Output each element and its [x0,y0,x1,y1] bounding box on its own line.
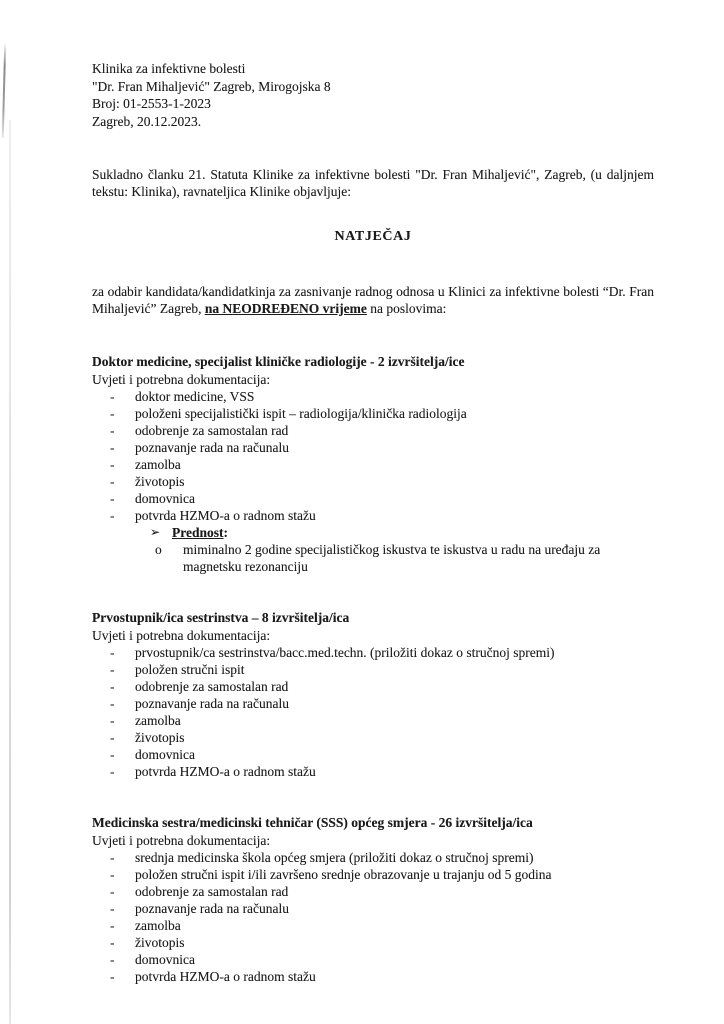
dash-bullet: - [110,389,115,404]
requirements-label: Uvjeti i potrebna dokumentacija: [92,628,271,643]
requirement-text: životopis [135,935,185,950]
scan-artifact-edge-faint [9,120,11,1024]
requirements-label: Uvjeti i potrebna dokumentacija: [92,833,271,848]
requirement-text: odobrenje za samostalan rad [135,679,289,694]
requirement-item [92,712,654,729]
arrow-bullet-icon: ➢ [150,525,161,539]
requirement-text: domovnica [135,491,195,506]
requirement-text: zamolba [135,918,181,933]
requirement-text: životopis [135,730,185,745]
job-section-doktor-medicine [92,353,654,575]
requirement-text: potvrda HZMO-a o radnom stažu [135,764,316,779]
requirement-item [92,490,654,507]
requirements-list [92,644,654,780]
requirement-item [92,866,654,883]
dash-bullet: - [110,679,115,694]
requirement-item [92,388,654,405]
subject-paragraph [92,283,654,317]
requirement-item [92,644,654,661]
letterhead [92,60,654,130]
dash-bullet: - [110,850,115,865]
dash-bullet: - [110,969,115,984]
subject-emphasis-underline: na NEODREĐENO vrijeme [204,301,367,316]
requirement-item [92,746,654,763]
notice-title: NATJEČAJ [334,229,412,244]
requirement-text: životopis [135,474,185,489]
job-title: Medicinska sestra/medicinski tehničar (SSS) općeg smjera - 26 izvršitelja/ica [92,815,533,830]
circle-bullet: o [155,542,162,557]
requirement-item [92,900,654,917]
requirement-item [92,849,654,866]
dash-bullet: - [110,867,115,882]
requirement-text: položen stručni ispit i/ili završeno srednje obrazovanje u trajanju od 5 godina [135,867,552,882]
requirements-label: Uvjeti i potrebna dokumentacija: [92,372,271,387]
advantage-block [92,524,654,575]
requirement-item [92,934,654,951]
dash-bullet: - [110,747,115,762]
requirement-text: domovnica [135,952,195,967]
requirement-item [92,951,654,968]
job-section-medicinska-sestra [92,814,654,985]
subject-suffix: na poslovima: [366,301,447,316]
requirement-text: prvostupnik/ca sestrinstva/bacc.med.techn. (priložiti dokaz o stručnoj spremi) [135,645,555,660]
intro-paragraph: Sukladno članku 21. Statuta Klinike za infektivne bolesti "Dr. Fran Mihaljević", Zagreb, (u daljnjem tekstu: Klinika), ravnateljica Klinike objavljuje: [92,167,654,199]
dash-bullet: - [110,713,115,728]
requirement-text: potvrda HZMO-a o radnom stažu [135,969,316,984]
requirement-item [92,405,654,422]
letterhead-address: "Dr. Fran Mihaljević" Zagreb, Mirogojska 8 [92,78,331,94]
dash-bullet: - [110,764,115,779]
dash-bullet: - [110,440,115,455]
dash-bullet: - [110,730,115,745]
dash-bullet: - [110,491,115,506]
job-title: Prvostupnik/ica sestrinstva – 8 izvršitelja/ica [92,610,350,625]
job-title: Doktor medicine, specijalist kliničke radiologije - 2 izvršitelja/ice [92,354,465,369]
dash-bullet: - [110,884,115,899]
requirement-text: zamolba [135,713,181,728]
advantage-label: Prednost [172,525,224,540]
requirement-text: odobrenje za samostalan rad [135,423,289,438]
requirements-list [92,849,654,985]
requirement-text: poznavanje rada na računalu [135,696,290,711]
subject-prefix: za odabir kandidata/kandidatkinja za zasnivanje radnog odnosa u Klinici za infektivne bolesti “Dr. Fran Mihaljević” Zagreb, [92,284,654,316]
requirement-item [92,456,654,473]
requirement-text: odobrenje za samostalan rad [135,884,289,899]
advantage-text: miminalno 2 godine specijalističkog iskustva te iskustva u radu na uređaju za magnetsku rezonanciju [183,542,601,574]
requirement-text: potvrda HZMO-a o radnom stažu [135,508,316,523]
document-content [92,60,654,985]
requirement-text: položeni specijalistički ispit – radiologija/klinička radiologija [135,406,467,421]
requirements-list [92,388,654,524]
requirement-item [92,695,654,712]
dash-bullet: - [110,423,115,438]
requirement-text: domovnica [135,747,195,762]
requirement-item [92,883,654,900]
requirement-text: zamolba [135,457,181,472]
requirement-item [92,661,654,678]
requirement-item [92,968,654,985]
requirement-item [92,507,654,524]
advantage-colon: : [223,525,229,540]
dash-bullet: - [110,474,115,489]
advantage-item [92,541,654,575]
letterhead-date: Zagreb, 20.12.2023. [92,113,202,129]
requirement-item [92,917,654,934]
requirement-text: položen stručni ispit [135,662,245,677]
dash-bullet: - [110,508,115,523]
dash-bullet: - [110,918,115,933]
requirement-text: poznavanje rada na računalu [135,901,290,916]
requirement-text: poznavanje rada na računalu [135,440,290,455]
requirement-item [92,473,654,490]
letterhead-reference-number: Broj: 01-2553-1-2023 [92,96,211,111]
dash-bullet: - [110,901,115,916]
requirement-item [92,729,654,746]
dash-bullet: - [110,457,115,472]
requirement-text: doktor medicine, VSS [135,389,255,404]
letterhead-org-name: Klinika za infektivne bolesti [92,61,246,76]
requirement-item [92,678,654,695]
dash-bullet: - [110,406,115,421]
requirement-item [92,422,654,439]
advantage-heading [92,524,654,541]
requirement-text: srednja medicinska škola općeg smjera (priložiti dokaz o stručnoj spremi) [135,850,534,865]
requirement-item [92,763,654,780]
dash-bullet: - [110,696,115,711]
dash-bullet: - [110,935,115,950]
dash-bullet: - [110,662,115,677]
job-section-prvostupnik-sestrinstva [92,609,654,780]
dash-bullet: - [110,952,115,967]
requirement-item [92,439,654,456]
scan-artifact-edge-dark [2,42,7,138]
dash-bullet: - [110,645,115,660]
